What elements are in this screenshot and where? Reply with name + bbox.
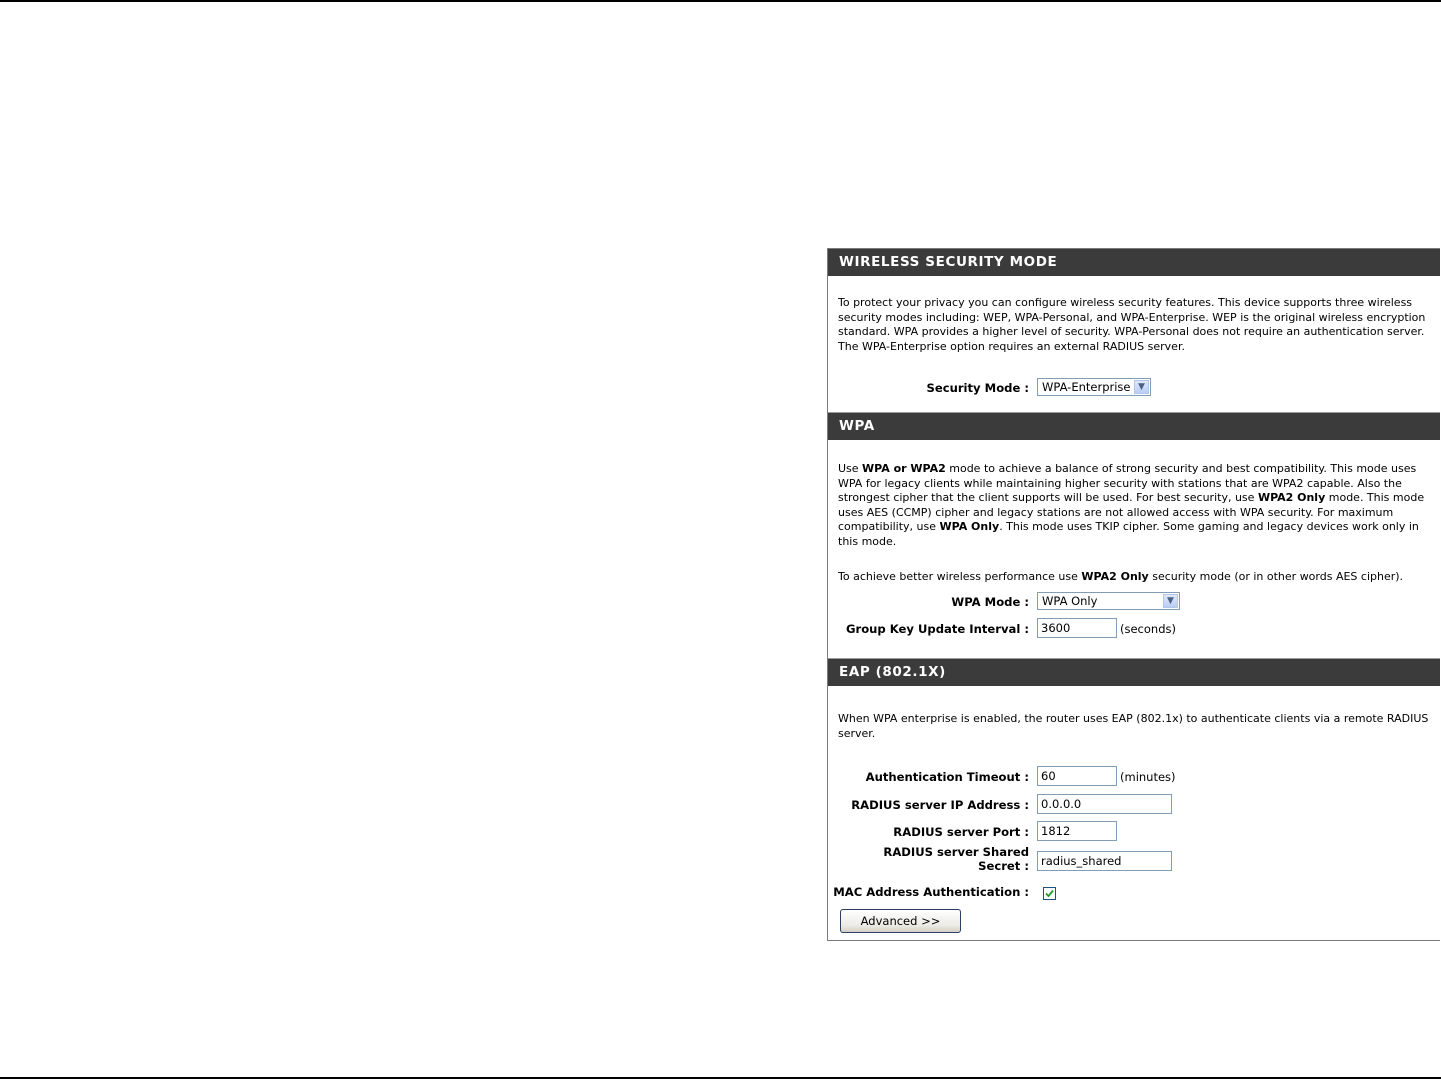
wpa-mode-label: WPA Mode :	[951, 595, 1029, 609]
security-mode-select[interactable]	[1037, 378, 1151, 396]
wireless-security-mode-section	[828, 249, 1440, 413]
mac-address-authentication-checkbox[interactable]	[1043, 887, 1056, 900]
mac-address-authentication-label: MAC Address Authentication :	[833, 885, 1029, 899]
group-key-update-interval-label: Group Key Update Interval :	[845, 622, 1029, 636]
authentication-timeout-unit: (minutes)	[1120, 770, 1176, 784]
top-rule	[0, 0, 1441, 2]
section-header-wireless-security-mode: WIRELESS SECURITY MODE	[828, 249, 1440, 276]
wireless-settings-panel	[827, 248, 1440, 941]
radius-server-ip-label: RADIUS server IP Address :	[851, 798, 1029, 812]
section-header-wpa: WPA	[828, 413, 1440, 440]
authentication-timeout-input[interactable]: 60	[1037, 766, 1117, 786]
wpa-mode-select[interactable]	[1037, 592, 1180, 610]
group-key-unit: (seconds)	[1120, 622, 1176, 636]
security-mode-selected-value: WPA-Enterprise	[1042, 380, 1131, 394]
eap-description: When WPA enterprise is enabled, the router uses EAP (802.1x) to authenticate clients via a remote RADIUS server.	[838, 712, 1429, 740]
authentication-timeout-label: Authentication Timeout :	[865, 770, 1029, 784]
chevron-down-icon[interactable]: ▼	[1163, 594, 1178, 608]
wpa-description: Use WPA or WPA2 mode to achieve a balance of strong security and best compatibility. This mode uses WPA for legacy clients while maintaining higher security with stations that are WPA2 capable. Also the strongest cipher that the client supports will be used. For best security, use WPA2 Only mode. This mode uses AES (CCMP) cipher and legacy stations are not allowed access with WPA security. For maximum compatibility, use WPA Only. This mode uses TKIP cipher. Some gaming and legacy devices work only in this mode.	[838, 462, 1425, 548]
security-mode-description: To protect your privacy you can configure wireless security features. This device supports three wireless security modes including: WEP, WPA-Personal, and WPA-Enterprise. WEP is the original wireless encryption standard. WPA provides a higher level of security. WPA-Personal does not require an authentication server. The WPA-Enterprise option requires an external RADIUS server.	[838, 296, 1426, 353]
security-mode-label: Security Mode :	[926, 381, 1029, 395]
eap-section	[828, 659, 1440, 942]
wpa-mode-selected-value: WPA Only	[1042, 594, 1098, 608]
radius-server-ip-input[interactable]: 0.0.0.0	[1037, 794, 1172, 814]
check-icon	[1045, 889, 1054, 898]
chevron-down-icon[interactable]: ▼	[1134, 380, 1149, 394]
radius-server-port-input[interactable]: 1812	[1037, 821, 1117, 841]
radius-server-port-label: RADIUS server Port :	[893, 825, 1029, 839]
section-header-eap: EAP (802.1X)	[828, 659, 1440, 686]
advanced-button[interactable]: Advanced >>	[840, 909, 961, 933]
group-key-update-interval-input[interactable]: 3600	[1037, 618, 1117, 638]
wpa-performance-note: To achieve better wireless performance use WPA2 Only security mode (or in other words AES cipher).	[838, 569, 1404, 583]
wpa-section	[828, 413, 1440, 659]
bottom-rule	[0, 1077, 1441, 1079]
radius-server-shared-secret-label: RADIUS server Shared Secret :	[883, 845, 1029, 873]
radius-server-shared-secret-input[interactable]: radius_shared	[1037, 851, 1172, 871]
